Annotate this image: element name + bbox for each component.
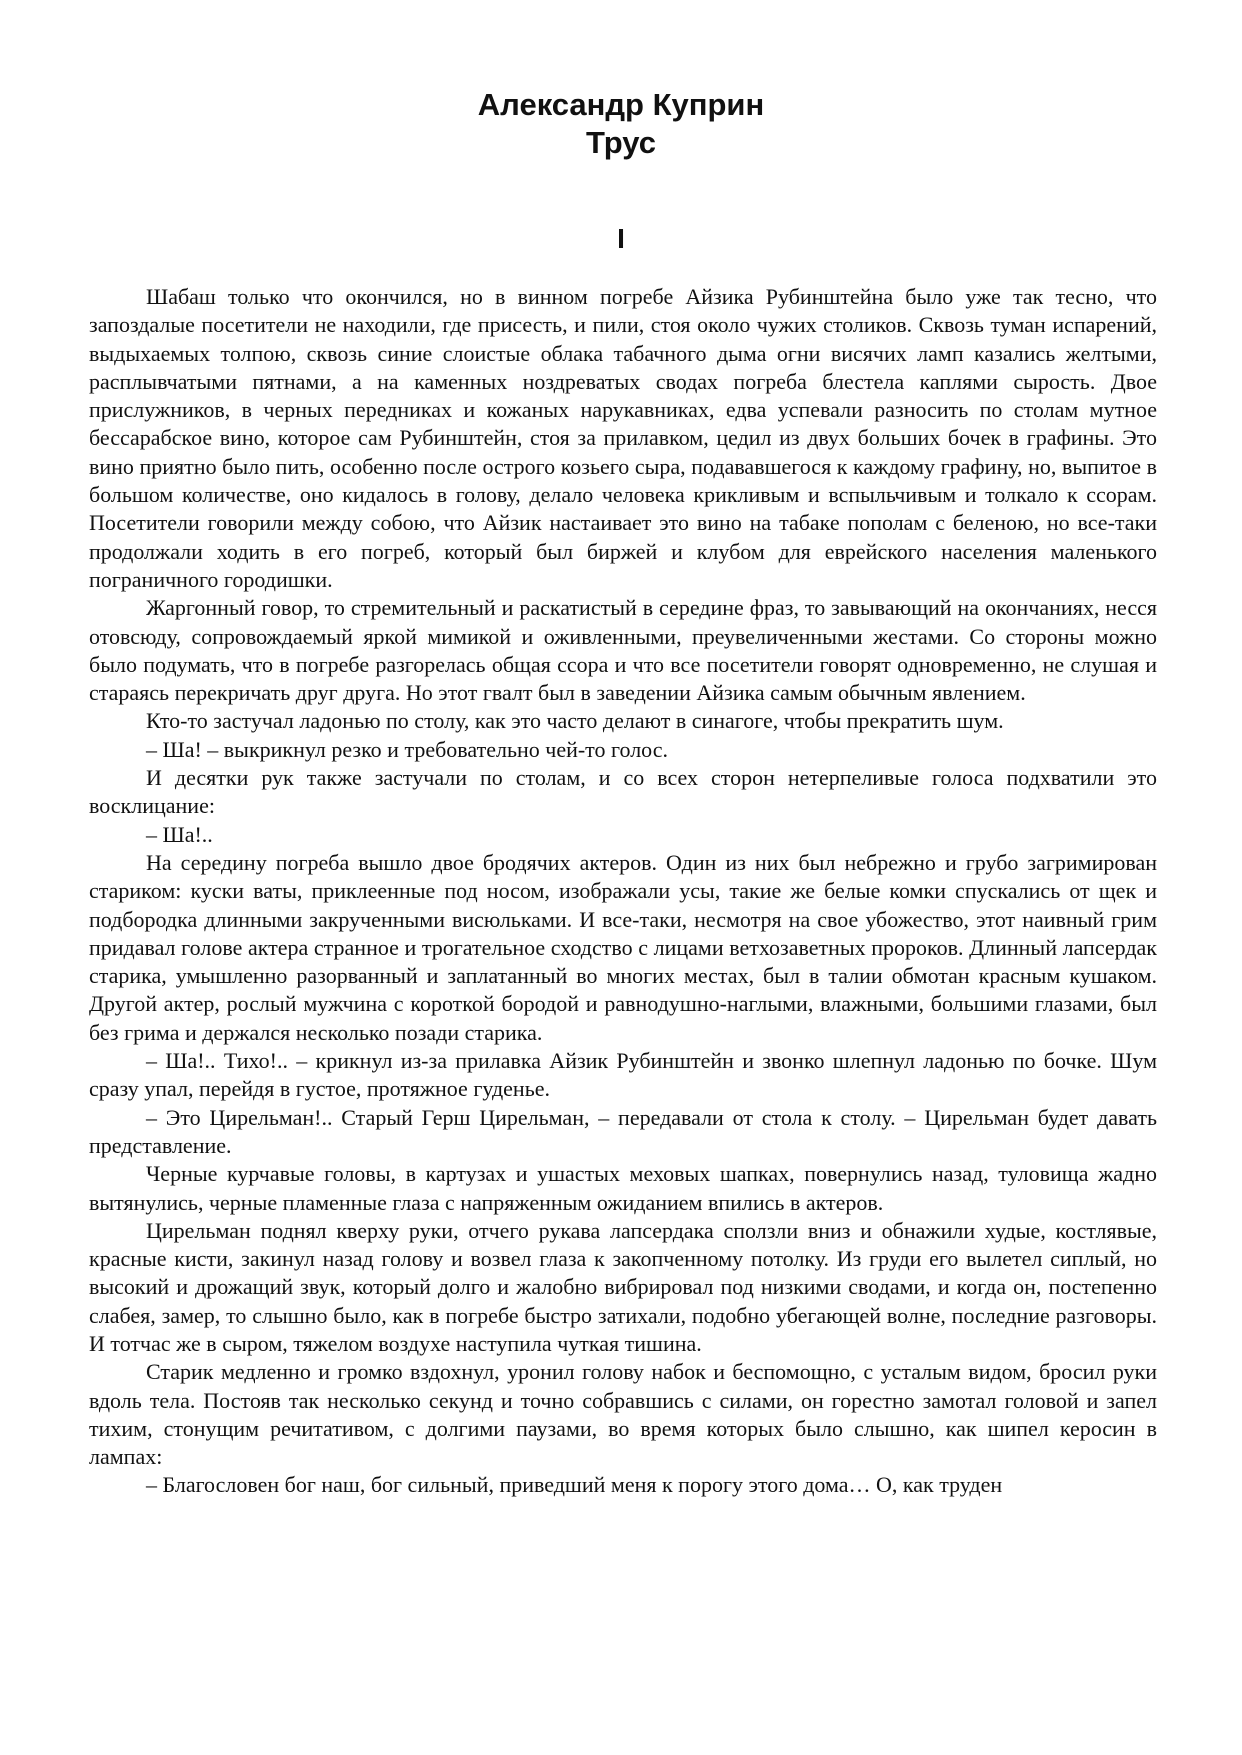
paragraph: – Ша!.. (146, 821, 213, 847)
story-title: Трус (586, 125, 656, 160)
paragraph: Цирельман поднял кверху руки, отчего рукава лапсердака сползли вниз и обнажили худые, костлявые, красные кисти, закинул назад голову и возвел глаза к закопченному потолку. Из груди его вылетел сиплый, но высокий и дрожащий звук, который долго и жалобно вибрировал под низкими сводами, и когда он, постепенно слабея, замер, то слышно было, как в погребе быстро затихали, подобно убегающей волне, последние разговоры. И тотчас же в сыром, тяжелом воздухе наступила чуткая тишина. (89, 1217, 1157, 1356)
paragraph: Шабаш только что окончился, но в винном погребе Айзика Рубинштейна было уже так тесно, что запоздалые посетители не находили, где присесть, и пили, стоя около чужих столиков. Сквозь туман испарений, выдыхаемых толпою, сквозь синие слоистые облака табачного дыма огни висячих ламп казались желтыми, расплывчатыми пятнами, а на каменных ноздреватых сводах погреба блестела каплями сырость. Двое прислужников, в черных передниках и кожаных нарукавниках, едва успевали разносить по столам мутное бессарабское вино, которое сам Рубинштейн, стоя за прилавком, цедил из двух больших бочек в графины. Это вино приятно было пить, особенно после острого козьего сыра, подававшегося к каждому графину, но, выпитое в большом количестве, оно кидалось в голову, делало человека крикливым и вспыльчивым и толкало к ссорам. Посетители говорили между собою, что Айзик настаивает это вино на табаке пополам с беленою, но все-таки продолжали ходить в его погреб, который был биржей и клубом для еврейского населения маленького пограничного городишки. (89, 284, 1157, 592)
paragraph: Жаргонный говор, то стремительный и раскатистый в середине фраз, то завывающий на окончаниях, несся отовсюду, сопровождаемый яркой мимикой и оживленными, преувеличенными жестами. Со стороны можно было подумать, что в погребе разгорелась общая ссора и что все посетители говорят одновременно, не слушая и стараясь перекричать друг друга. Но этот гвалт был в заведении Айзика самым обычным явлением. (89, 595, 1157, 706)
paragraph: – Ша! – выкрикнул резко и требовательно чей-то голос. (146, 736, 668, 762)
paragraph: – Ша!.. Тихо!.. – крикнул из-за прилавка Айзик Рубинштейн и звонко шлепнул ладонью по бочке. Шум сразу упал, перейдя в густое, протяжное гуденье. (89, 1048, 1157, 1102)
paragraph: И десятки рук также застучали по столам, и со всех сторон нетерпеливые голоса подхватили это восклицание: (89, 765, 1157, 819)
paragraph: – Это Цирельман!.. Старый Герш Цирельман, – передавали от стола к столу. – Цирельман будет давать представление. (89, 1104, 1157, 1158)
paragraph: Черные курчавые головы, в картузах и ушастых меховых шапках, повернулись назад, туловища жадно вытянулись, черные пламенные глаза с напряженным ожиданием впились в актеров. (89, 1161, 1157, 1215)
paragraph: На середину погреба вышло двое бродячих актеров. Один из них был небрежно и грубо загримирован стариком: куски ваты, приклеенные под носом, изображали усы, такие же белые комки спускались от щек и подбородка длинными закрученными висюльками. И все-таки, несмотря на свое убожество, этот наивный грим придавал голове актера странное и трогательное сходство с лицами ветхозаветных пророков. Длинный лапсердак старика, умышленно разорванный и заплатанный во многих местах, был в талии обмотан красным кушаком. Другой актер, рослый мужчина с короткой бородой и равнодушно-наглыми, влажными, большими глазами, был без грима и держался несколько позади старика. (89, 849, 1157, 1045)
author-name: Александр Куприн (477, 87, 765, 122)
chapter-number: I (617, 223, 625, 254)
title-block (0, 86, 1242, 162)
story-body (89, 283, 1157, 1500)
paragraph: Старик медленно и громко вздохнул, уронил голову набок и беспомощно, с усталым видом, бросил руки вдоль тела. Постояв так несколько секунд и точно собравшись с силами, он горестно замотал головой и запел тихим, стонущим речитативом, с долгими паузами, во время которых было слышно, как шипел керосин в лампах: (89, 1359, 1157, 1470)
paragraph: Кто-то застучал ладонью по столу, как это часто делают в синагоге, чтобы прекратить шум. (146, 708, 1004, 734)
paragraph: – Благословен бог наш, бог сильный, приведший меня к порогу этого дома… О, как труден (146, 1472, 1003, 1498)
